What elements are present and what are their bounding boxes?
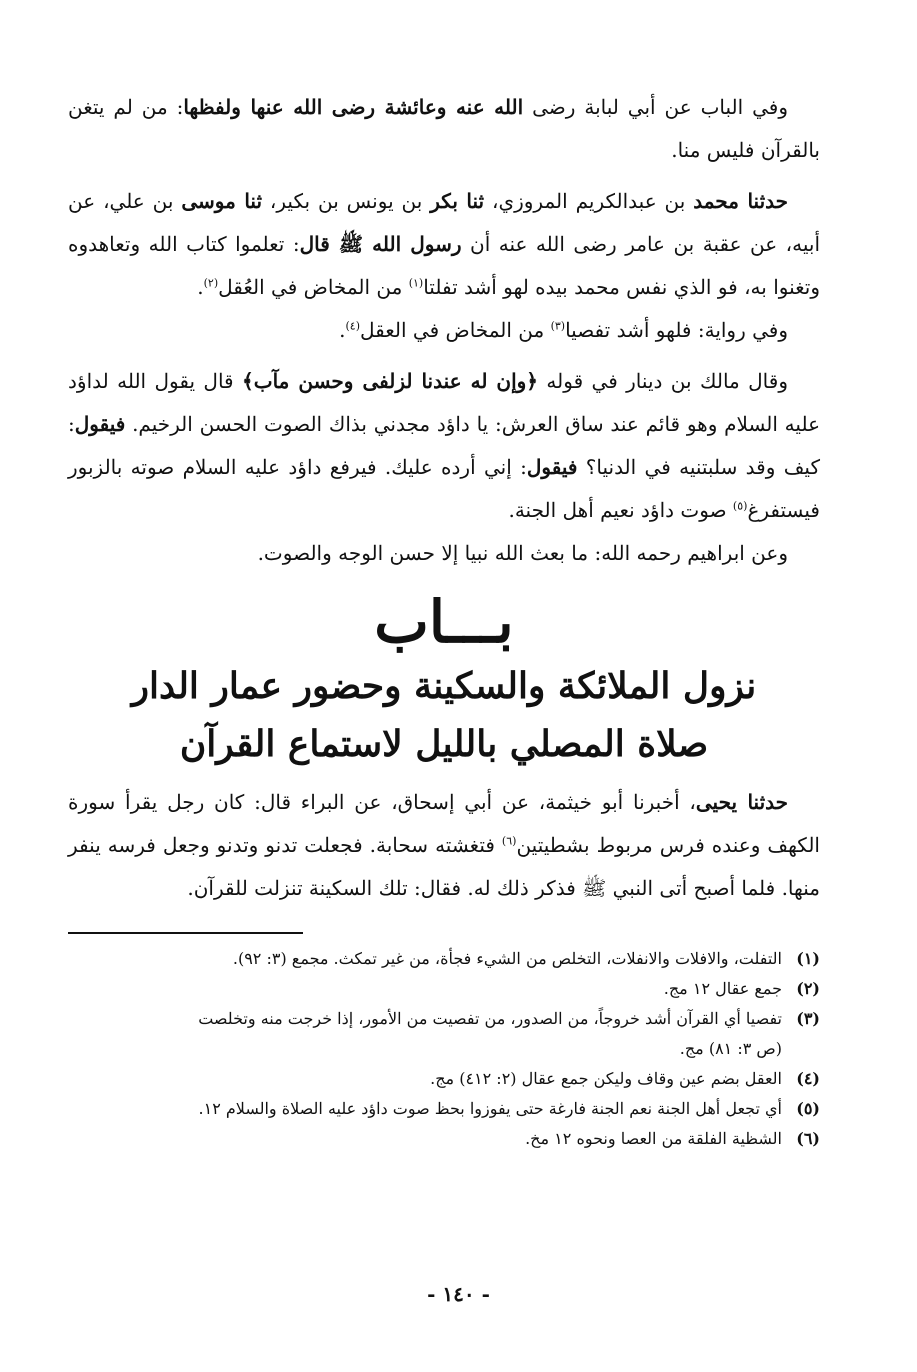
footnote-ref: (١) xyxy=(408,276,424,290)
page-number: - ١٤٠ - xyxy=(427,1282,490,1306)
paragraph-5: وعن ابراهيم رحمه الله: ما بعث الله نبيا إلا حسن الوجه والصوت. xyxy=(257,541,788,565)
footnote-ref: (٢) xyxy=(203,276,219,290)
text-run: : إني أرده عليك. فيرفع داؤد عليه السلام صوته بالزبور فيستفرغ xyxy=(68,455,820,522)
footnotes xyxy=(68,944,820,1154)
text-run: بن عبدالكريم المروزي، xyxy=(484,189,694,213)
text-run: من المخاض في العُقل xyxy=(218,275,409,299)
footnote-text: التفلت، والافلات والانفلات، التخلص من الشيء فجأة، من غير تمكث. مجمع (٣: ٩٢). xyxy=(232,949,782,968)
text-run: صوت داؤد نعيم أهل الجنة. xyxy=(508,498,733,522)
text-run: ، أخبرنا أبو خيثمة، عن أبي إسحاق، عن البراء قال: كان رجل يقرأ سورة الكهف وعنده فرس مربوط بشطيتين xyxy=(68,790,820,857)
text-run-bold: رسول الله ﷺ قال xyxy=(299,232,462,256)
footnote-divider xyxy=(68,932,303,934)
chapter-title-line-1: نزول الملائكة والسكينة وحضور عمار الدار xyxy=(131,665,757,707)
text-run: بن يونس بن بكير، xyxy=(262,189,431,213)
footnote-1 xyxy=(68,944,820,974)
footnote-number: (٦) xyxy=(796,1129,820,1148)
footnote-number: (٤) xyxy=(796,1069,820,1088)
text-run-bold: ثنا بكر xyxy=(430,189,485,213)
footnote-ref: (٦) xyxy=(501,834,517,848)
paragraph-1 xyxy=(68,86,820,172)
text-run: . xyxy=(339,318,346,342)
text-run: وقال مالك بن دينار في قوله xyxy=(538,369,788,393)
text-run: : تعلموا كتاب الله وتعاهدوه وتغنوا به، فو الذي نفس محمد بيده لهو أشد تفلتا xyxy=(68,232,820,299)
text-run-bold: الله عنه وعائشة رضى الله عنها ولفظها xyxy=(183,95,524,119)
footnote-5 xyxy=(68,1094,820,1124)
section-heading-bab: بـــاب xyxy=(374,588,514,656)
footnote-6 xyxy=(68,1124,820,1154)
footnote-ref: (٤) xyxy=(345,319,360,333)
footnote-text: جمع عقال ١٢ مج. xyxy=(663,979,782,998)
footnote-ref: (٥) xyxy=(732,499,748,513)
footnote-number: (٣) xyxy=(796,1009,820,1028)
footnote-number: (١) xyxy=(796,949,820,968)
paragraph-2 xyxy=(68,180,820,309)
footnote-3 xyxy=(68,1004,820,1034)
footnote-text: تفصيا أي القرآن أشد خروجاً، من الصدور، من تفصيت من الأمور، إذا خرجت منه وتخلصت xyxy=(198,1009,782,1028)
footnote-text: أي تجعل أهل الجنة نعم الجنة فارغة حتى يفوزوا بحظ صوت داؤد عليه الصلاة والسلام ١٢. xyxy=(198,1099,782,1118)
text-run-bold: فيقول xyxy=(74,412,126,436)
text-run: : كيف وقد سلبتنيه في الدنيا؟ xyxy=(68,412,820,479)
paragraph-3 xyxy=(68,309,820,352)
footnote-3-continuation: (ص ٣: ٨١) مج. xyxy=(679,1039,782,1058)
text-run: وفي رواية: فلهو أشد تفصيا xyxy=(565,318,788,342)
text-run: . xyxy=(197,275,204,299)
page-body xyxy=(68,86,820,1154)
paragraph-6 xyxy=(68,781,820,910)
text-run: فتغشته سحابة. فجعلت تدنو وتدنو وجعل فرسه ينفر منها. فلما أصبح أتى النبي ﷺ فذكر ذلك له. فقال: تلك السكينة تنزلت للقرآن. xyxy=(68,833,820,900)
chapter-title-line-2: صلاة المصلي بالليل لاستماع القرآن xyxy=(179,723,709,765)
footnote-number: (٢) xyxy=(796,979,820,998)
footnote-4 xyxy=(68,1064,820,1094)
text-run-bold: ثنا موسى xyxy=(181,189,263,213)
footnote-number: (٥) xyxy=(796,1099,820,1118)
text-run: من المخاض في العقل xyxy=(360,318,551,342)
footnote-2 xyxy=(68,974,820,1004)
text-run: وفي الباب عن أبي لبابة رضى xyxy=(523,95,788,119)
footnote-ref: (٣) xyxy=(550,319,566,333)
text-run: : من لم يتغن بالقرآن فليس منا. xyxy=(68,95,820,162)
quran-verse: ﴿وإن له عندنا لزلفى وحسن مآب﴾ xyxy=(242,369,539,393)
text-run-bold: فيقول xyxy=(526,455,578,479)
text-run: قال يقول الله لداؤد عليه السلام وهو قائم عند ساق العرش: يا داؤد مجدني بذاك الصوت الحسن الرخيم. xyxy=(68,369,820,436)
text-run: بن علي، عن أبيه، عن عقبة بن عامر رضى الله عنه أن xyxy=(68,189,821,256)
footnote-text: العقل بضم عين وقاف وليكن جمع عقال (٢: ٤١٢) مج. xyxy=(430,1069,782,1088)
text-run-bold: حدثنا محمد xyxy=(693,189,788,213)
text-run-bold: حدثنا يحيى xyxy=(695,790,789,814)
paragraph-4 xyxy=(68,360,820,532)
footnote-text: الشظية الفلقة من العصا ونحوه ١٢ مخ. xyxy=(525,1129,782,1148)
